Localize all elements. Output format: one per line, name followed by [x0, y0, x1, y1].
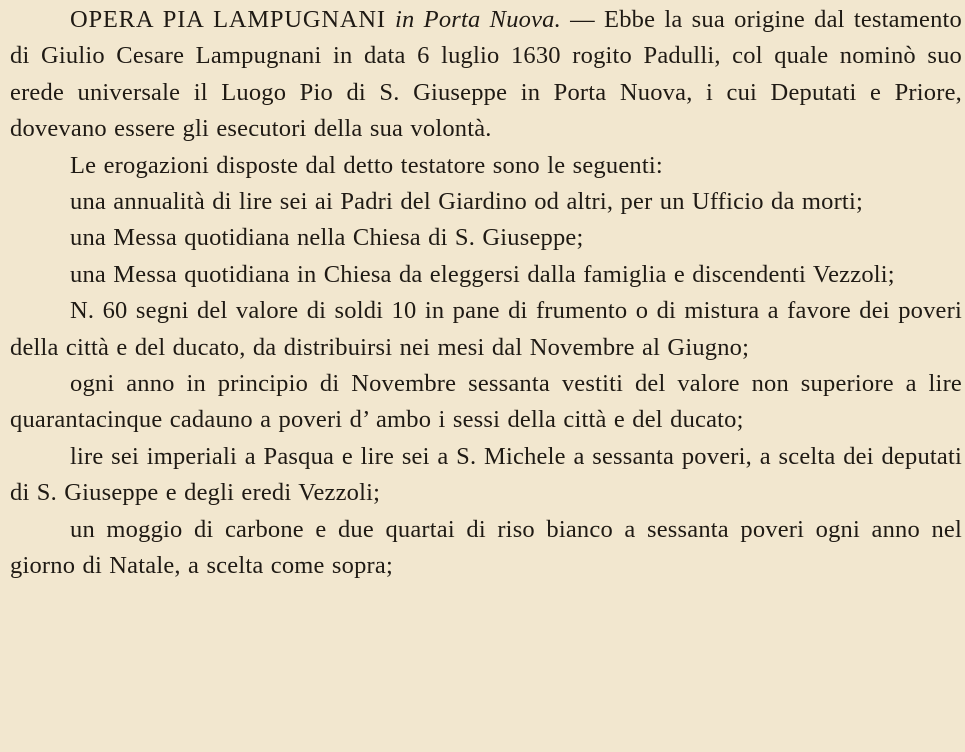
paragraph-messa-vezzoli: una Messa quotidiana in Chiesa da eleggersi dalla famiglia e discendenti Vezzoli; [70, 260, 895, 288]
paragraph-segni-pane: N. 60 segni del valore di soldi 10 in pane di frumento o di mistura a favore dei poveri della città e del ducato, da distribuirsi nei mesi dal Novembre al Giugno; [10, 297, 962, 361]
paragraph-annualita: una annualità di lire sei ai Padri del Giardino od altri, per un Ufficio da morti; [70, 188, 863, 216]
intro-paragraph [10, 2, 962, 148]
paragraph-lire-pasqua: lire sei imperiali a Pasqua e lire sei a S. Michele a sessanta poveri, a scelta dei deputati di S. Giuseppe e degli eredi Vezzoli; [10, 442, 962, 507]
paragraph-erogazioni: Le erogazioni disposte dal detto testatore sono le seguenti: [70, 151, 663, 179]
heading-title: OPERA PIA LAMPUGNANI [70, 6, 386, 33]
document-body [10, 2, 962, 585]
paragraph-messa-giuseppe: una Messa quotidiana nella Chiesa di S. Giuseppe; [70, 224, 584, 252]
paragraph-vestiti: ogni anno in principio di Novembre sessanta vestiti del valore non superiore a lire quarantacinque cadauno a poveri d’ ambo i sessi della città e del ducato; [10, 370, 962, 434]
paragraph-carbone-riso: un moggio di carbone e due quartai di riso bianco a sessanta poveri ogni anno nel giorno di Natale, a scelta come sopra; [10, 515, 962, 580]
intro-text: — Ebbe la sua origine dal testamento di Giulio Cesare Lampugnani in data 6 luglio 1630 rogito Padulli, col quale nominò suo erede universale il Luogo Pio di S. Giuseppe in Porta Nuova, i cui Deputati e Priore, dovevano essere gli esecutori della sua volontà. [10, 6, 962, 143]
heading-location: in Porta Nuova. [395, 6, 561, 33]
